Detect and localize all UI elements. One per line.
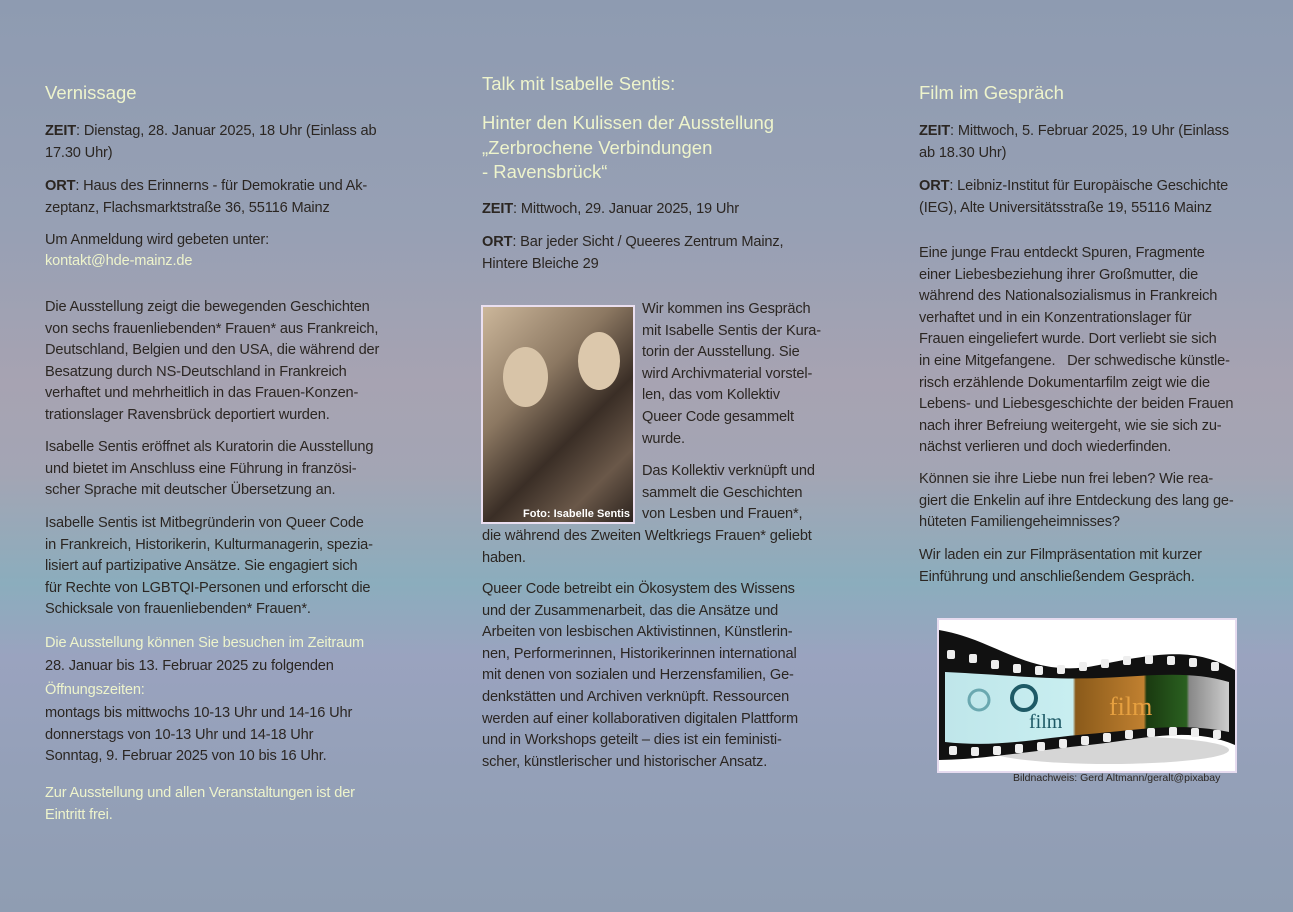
- time-value: : Mittwoch, 5. Februar 2025, 19 Uhr (Einlass ab 18.30 Uhr): [919, 123, 1229, 161]
- place-label: ORT: [45, 178, 76, 194]
- photo-figure-right: [578, 332, 620, 390]
- talk-place: [482, 232, 783, 275]
- registration-note: Um Anmeldung wird gebeten unter:: [45, 232, 269, 248]
- film-word-teal: film: [1029, 711, 1063, 733]
- film-time: [919, 121, 1229, 164]
- place-label: ORT: [482, 234, 513, 250]
- film-place: [919, 176, 1228, 219]
- place-value: : Bar jeder Sicht / Queeres Zentrum Mainz, Hintere Bleiche 29: [482, 234, 784, 272]
- vernissage-time: [45, 121, 376, 164]
- vernissage-place: [45, 176, 367, 219]
- filmstrip-image: [937, 618, 1237, 773]
- photo-figure-left: [503, 347, 548, 407]
- time-label: ZEIT: [919, 123, 951, 139]
- film-word-orange: film: [1109, 692, 1153, 721]
- film-questions: Können sie ihre Liebe nun frei leben? Wie rea- giert die Enkelin auf ihre Entdeckung des lang ge- hüteten Familiengeheimnisses?: [919, 471, 1234, 531]
- time-label: ZEIT: [482, 201, 514, 217]
- historic-photo: [481, 305, 635, 524]
- time-label: ZEIT: [45, 123, 77, 139]
- filmstrip-graphic: [939, 620, 1235, 771]
- opening-hours-label: Öffnungszeiten:: [45, 682, 145, 698]
- image-credit: Bildnachweis: Gerd Altmann/geralt@pixabay: [1013, 772, 1221, 784]
- vernissage-title: Vernissage: [45, 82, 137, 103]
- time-value: : Dienstag, 28. Januar 2025, 18 Uhr (Einlass ab 17.30 Uhr): [45, 123, 377, 161]
- curator-bio: Isabelle Sentis ist Mitbegründerin von Queer Code in Frankreich, Historikerin, Kulturmanagerin, spezia- lisiert auf partizipative Ansätze. Sie engagiert sich für Rechte von LGBTQI-Personen und erforscht die Schicksale von frauenliebenden* Frauen*.: [45, 515, 373, 618]
- place-label: ORT: [919, 178, 950, 194]
- visit-period-label: Die Ausstellung können Sie besuchen im Zeitraum: [45, 635, 365, 651]
- collective-text-cont: die während des Zweiten Weltkriegs Frauen* geliebt haben.: [482, 528, 812, 566]
- visit-period-dates: 28. Januar bis 13. Februar 2025 zu folgenden: [45, 658, 334, 674]
- curator-opening-text: Isabelle Sentis eröffnet als Kuratorin die Ausstellung und bietet im Anschluss eine Führung in französi- scher Sprache mit deutscher Übersetzung an.: [45, 439, 374, 499]
- film-invitation: Wir laden ein zur Filmpräsentation mit kurzer Einführung und anschließendem Gespräch.: [919, 547, 1202, 585]
- free-entry-note: Zur Ausstellung und allen Veranstaltungen ist der Eintritt frei.: [45, 785, 355, 823]
- film-title: Film im Gespräch: [919, 82, 1064, 103]
- talk-intro: Wir kommen ins Gespräch mit Isabelle Sentis der Kura- torin der Ausstellung. Sie wird Archivmaterial vorstel- len, das vom Kollektiv Queer Code gesammelt wurde.: [642, 301, 821, 447]
- film-synopsis: Eine junge Frau entdeckt Spuren, Fragmente einer Liebesbeziehung ihrer Großmutter, die während des Nationalsozialismus in Frankreich verhaftet und in ein Konzentrationslager für Frauen eingeliefert wurde. Dort verliebt sie sich in eine Mitgefangene. Der schwedische künstle- risch erzählende Dokumentarfilm zeigt wie die Lebens- und Liebesgeschichte der beiden Frauen nach ihrer Befreiung weitergeht, wie sie sich zu- nächst verlieren und doch wiederfinden.: [919, 245, 1234, 456]
- place-value: : Leibniz-Institut für Europäische Geschichte (IEG), Alte Universitätsstraße 19, 55116 Mainz: [919, 178, 1229, 216]
- collective-text: Das Kollektiv verknüpft und sammelt die Geschichten von Lesben und Frauen*,: [642, 463, 815, 523]
- email-link[interactable]: kontakt@hde-mainz.de: [45, 253, 193, 269]
- time-value: : Mittwoch, 29. Januar 2025, 19 Uhr: [513, 201, 739, 217]
- talk-subtitle: Hinter den Kulissen der Ausstellung „Zerbrochene Verbindungen - Ravensbrück“: [482, 112, 775, 182]
- exhibition-description: Die Ausstellung zeigt die bewegenden Geschichten von sechs frauenliebenden* Frauen* aus Frankreich, Deutschland, Belgien und den USA, die während der Besatzung durch NS-Deutschland in Frankreich verhaftet und mehrheitlich in das Frauen-Konzen- trationslager Ravensbrück deportiert wurden.: [45, 299, 380, 423]
- place-value: : Haus des Erinnerns - für Demokratie und Ak- zeptanz, Flachsmarktstraße 36, 55116 Mainz: [45, 178, 368, 216]
- talk-time: [482, 199, 739, 221]
- photo-caption: Foto: Isabelle Sentis: [523, 508, 630, 520]
- queer-code-text: Queer Code betreibt ein Ökosystem des Wissens und der Zusammenarbeit, das die Ansätze und Arbeiten von lesbischen Aktivistinnen, Künstlerin- nen, Performerinnen, Historikerinnen international mit denen von sozialen und Herzensfamilien, Ge- denkstätten und Archiven verknüpft. Ressourcen werden auf einer kollaborativen digitalen Plattform und in Workshops geteilt – dies ist ein feministi- scher, künstlerischer und historischer Ansatz.: [482, 581, 799, 770]
- talk-title: Talk mit Isabelle Sentis:: [482, 73, 676, 94]
- opening-hours: montags bis mittwochs 10-13 Uhr und 14-16 Uhr donnerstags von 10-13 Uhr und 14-18 Uhr Sonntag, 9. Februar 2025 von 10 bis 16 Uhr.: [45, 705, 353, 765]
